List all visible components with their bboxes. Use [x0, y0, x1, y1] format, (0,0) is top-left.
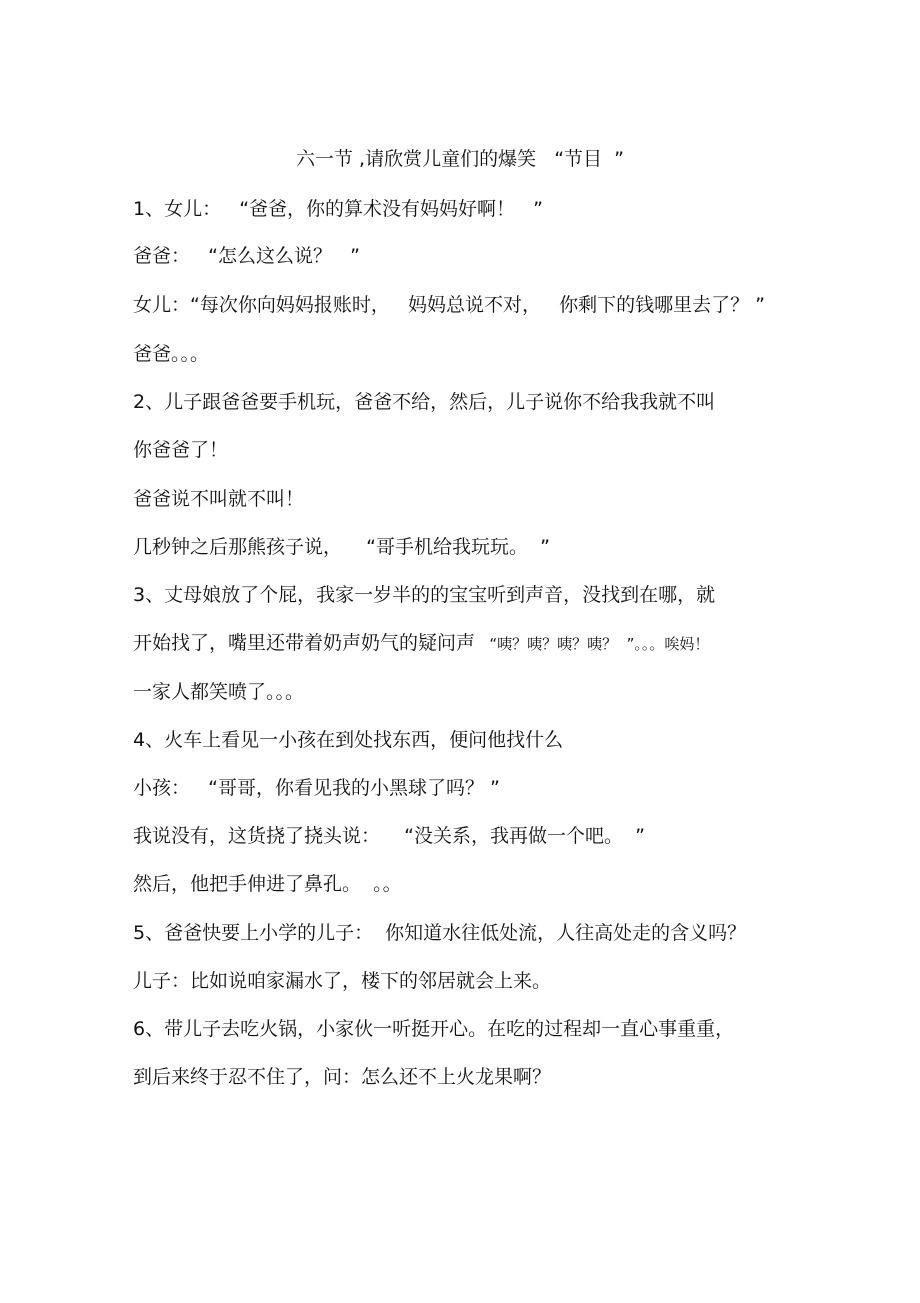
paragraph-line: 儿子：比如说咱家漏水了，楼下的邻居就会上来。: [133, 970, 552, 992]
paragraph-line: 你爸爸了！: [133, 439, 229, 461]
paragraph-line: 4、火车上看见一小孩在到处找东西，便问他找什么: [133, 729, 564, 751]
paragraph-line: 女儿：“每次你向妈妈报账时， 妈妈总说不对， 你剩下的钱哪里去了？ ”: [133, 294, 765, 316]
paragraph-line: 到后来终于忍不住了，问：怎么还不上火龙果啊？: [133, 1066, 552, 1088]
paragraph-line: 2、儿子跟爸爸要手机玩，爸爸不给，然后，儿子说你不给我我就不叫: [133, 391, 716, 413]
paragraph-line-main: 开始找了，嘴里还带着奶声奶气的疑问声: [133, 632, 476, 654]
paragraph-line: 一家人都笑喷了。。。: [133, 681, 305, 703]
paragraph-line: 爸爸说不叫就不叫！: [133, 488, 305, 510]
paragraph-line: 3、丈母娘放了个屁，我家一岁半的的宝宝听到声音，没找到在哪，就: [133, 584, 716, 606]
paragraph-line: 1、女儿： “爸爸，你的算术没有妈妈好啊！ ”: [133, 198, 544, 220]
paragraph-line: 小孩： “哥哥，你看见我的小黑球了吗？ ”: [133, 777, 500, 799]
paragraph-line: 然后，他把手伸进了鼻孔。 。。: [133, 873, 402, 895]
paragraph-line: 爸爸： “怎么这么说？ ”: [133, 245, 360, 267]
paragraph-line: 我说没有，这货挠了挠头说： “没关系，我再做一个吧。 ”: [133, 825, 645, 847]
paragraph-line: 几秒钟之后那熊孩子说， “哥手机给我玩玩。 ”: [133, 536, 550, 558]
paragraph-line: 爸爸。。。: [133, 343, 210, 365]
document-title: 六一节 ,请欣赏儿童们的爆笑 “节目 ”: [296, 148, 624, 170]
paragraph-line: 6、带儿子去吃火锅，小家伙一听挺开心。在吃的过程却一直心事重重，: [133, 1018, 735, 1040]
paragraph-line: [133, 630, 709, 657]
paragraph-line: 5、爸爸快要上小学的儿子： 你知道水往低处流，人往高处走的含义吗？: [133, 922, 747, 944]
paragraph-line-tail: “咦？咦？咦？咦？ ”。。。唉妈！: [475, 635, 710, 653]
